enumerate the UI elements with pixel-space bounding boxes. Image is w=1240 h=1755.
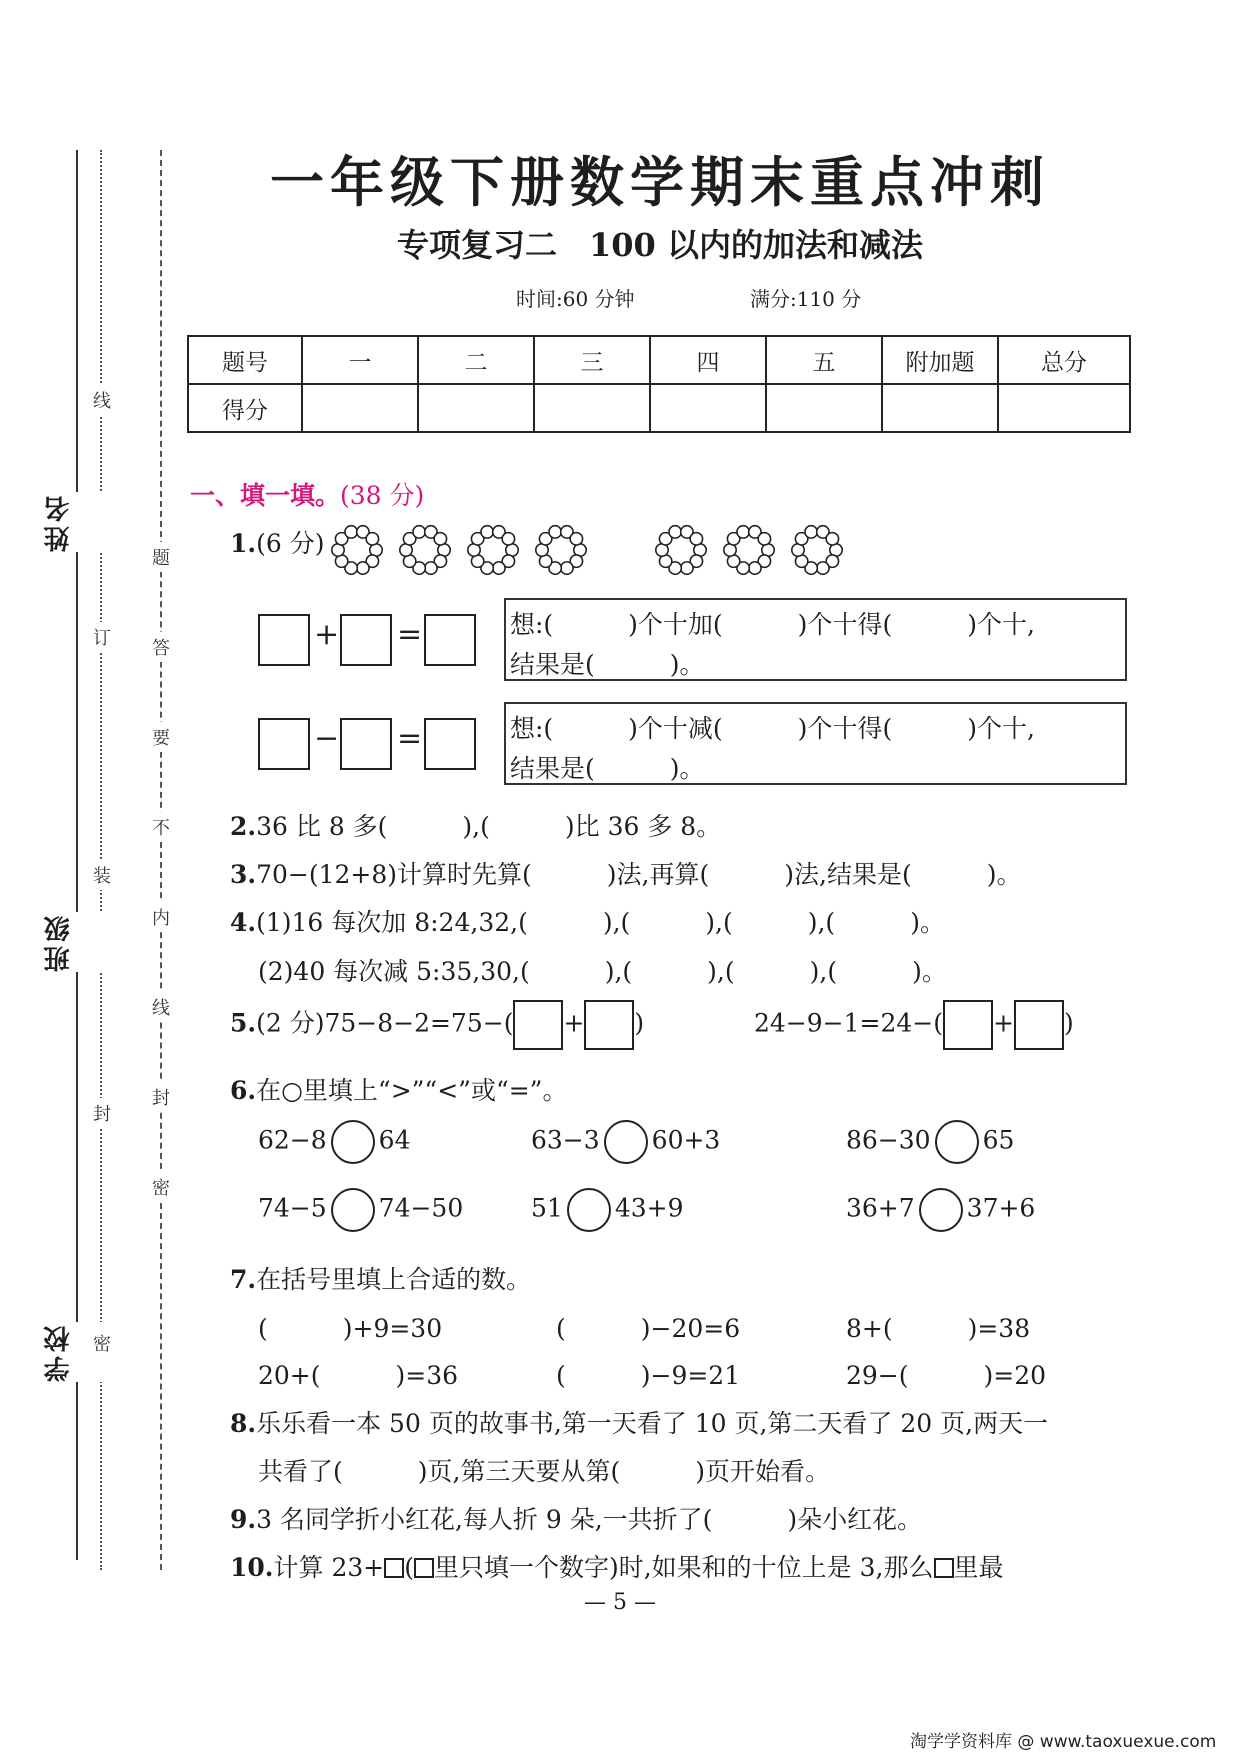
- bead: [425, 562, 437, 574]
- class-label: 班级: [40, 912, 110, 972]
- q5-line: [230, 1000, 644, 1050]
- score-table: [187, 335, 1131, 433]
- section-points: (38 分): [340, 481, 425, 510]
- bead: [549, 526, 561, 538]
- q1-sub-box-3[interactable]: [424, 718, 476, 770]
- bead-ring: [656, 526, 706, 575]
- q6-item: [258, 1120, 410, 1164]
- q6-prompt-line: [230, 1071, 567, 1107]
- q4-number: 4.: [230, 908, 257, 937]
- q4-text-2: (2)40 每次减 5:35,30,( ),( ),( ),( )。: [258, 957, 947, 986]
- name-label: 姓名: [40, 492, 110, 552]
- q7-item: ( )+9=30: [258, 1314, 443, 1343]
- q8-text-1: 乐乐看一本 50 页的故事书,第一天看了 10 页,第二天看了 20 页,两天一: [256, 1409, 1049, 1438]
- score-cell[interactable]: [998, 384, 1130, 432]
- q5-line-b: [754, 1000, 1074, 1050]
- q10-text-d: 里最: [953, 1553, 1004, 1582]
- q5-part1: (2 分)75−8−2=75−(: [256, 1008, 514, 1038]
- q1-sub-think-box: [504, 702, 1127, 785]
- score-header-cell: 总分: [998, 336, 1130, 384]
- q4-text-1: (1)16 每次加 8:24,32,( ),( ),( ),( )。: [256, 908, 945, 937]
- bead: [749, 562, 761, 574]
- q3-number: 3.: [230, 860, 257, 889]
- bead-ring: [400, 526, 450, 575]
- page-number: — 5 —: [584, 1590, 656, 1615]
- q7-prompt: 在括号里填上合适的数。: [256, 1265, 532, 1294]
- q2-text: 36 比 8 多( ),( )比 36 多 8。: [256, 812, 722, 841]
- margin-char-outer-2: 订: [93, 622, 111, 652]
- q6-item: [846, 1120, 1014, 1164]
- q6-item: [258, 1188, 463, 1232]
- score-cell[interactable]: [302, 384, 418, 432]
- margin-char-outer-3: 装: [93, 860, 111, 890]
- q7-item: ( )−9=21: [556, 1361, 741, 1390]
- q1-add-result-line: 结果是( )。: [510, 650, 705, 679]
- score-row-label: 得分: [188, 384, 302, 432]
- margin-char-inner-6: 线: [152, 992, 170, 1022]
- q5-close-2: ): [1063, 1008, 1074, 1038]
- q5-box-2[interactable]: [584, 1000, 634, 1050]
- bead: [805, 526, 817, 538]
- bead: [561, 562, 573, 574]
- margin-char-inner-5: 内: [152, 902, 170, 932]
- q1-sub-result-line: 结果是( )。: [510, 754, 705, 783]
- q1-add-think-line: 想:( )个十加( )个十得( )个十,: [510, 610, 1035, 639]
- q1-add-think-box: [504, 598, 1127, 681]
- q8-line-1: [230, 1404, 1048, 1440]
- q10-text-a: 计算 23+: [273, 1553, 385, 1582]
- bead: [493, 562, 505, 574]
- score-header-cell: 二: [418, 336, 534, 384]
- q5-plus-2: +: [992, 1008, 1014, 1038]
- q1-add-equals-sign: =: [397, 617, 423, 652]
- q5-part2: 24−9−1=24−(: [754, 1008, 943, 1038]
- q3-line: [230, 855, 1021, 891]
- margin-char-inner-2: 答: [152, 632, 170, 662]
- bead: [817, 562, 829, 574]
- bead-ring: [536, 526, 586, 575]
- score-cell[interactable]: [882, 384, 998, 432]
- q1-add-box-2[interactable]: [340, 614, 392, 666]
- q7-item: ( )−20=6: [556, 1314, 741, 1343]
- q6-item-right: 64: [378, 1125, 411, 1155]
- score-header-cell: 题号: [188, 336, 302, 384]
- binding-line-dashed-inner: [160, 150, 162, 1570]
- section-title-text: 一、填一填。: [190, 481, 341, 510]
- margin-char-outer-1: 线: [93, 385, 111, 415]
- bead-ring: [468, 526, 518, 575]
- compare-circle[interactable]: [919, 1188, 963, 1232]
- bead: [669, 526, 681, 538]
- q6-item-right: 65: [982, 1125, 1015, 1155]
- q6-item: [531, 1120, 720, 1164]
- q9-number: 9.: [230, 1505, 257, 1534]
- q10-number: 10.: [230, 1553, 274, 1582]
- q8-text-2: 共看了( )页,第三天要从第( )页开始看。: [258, 1457, 830, 1486]
- q10-text-b: (: [404, 1553, 414, 1582]
- school-label: 学校: [40, 1322, 110, 1382]
- q7-item: 29−( )=20: [846, 1361, 1047, 1390]
- bead: [434, 533, 446, 545]
- q1-sub-equals-sign: =: [397, 721, 423, 756]
- margin-char-inner-7: 封: [152, 1082, 170, 1112]
- q1-plus-sign: +: [314, 617, 340, 652]
- bead: [737, 526, 749, 538]
- score-cell[interactable]: [766, 384, 882, 432]
- bead: [690, 533, 702, 545]
- q1-points: (6 分): [256, 529, 325, 558]
- q5-number: 5.: [230, 1008, 257, 1038]
- q10-text-c: 里只填一个数字)时,如果和的十位上是 3,那么: [433, 1553, 934, 1582]
- q7-item: 20+( )=36: [258, 1361, 459, 1390]
- q9-line: [230, 1500, 922, 1536]
- q5-box-3[interactable]: [943, 1000, 993, 1050]
- score-header-cell: 一: [302, 336, 418, 384]
- q10-box-1[interactable]: [384, 1558, 404, 1578]
- q1-sub-box-2[interactable]: [340, 718, 392, 770]
- score-header-cell: 五: [766, 336, 882, 384]
- compare-circle[interactable]: [331, 1120, 375, 1164]
- compare-circle[interactable]: [331, 1188, 375, 1232]
- q5-box-4[interactable]: [1014, 1000, 1064, 1050]
- bead: [481, 526, 493, 538]
- bead-ring: [724, 526, 774, 575]
- bead: [570, 533, 582, 545]
- bead: [758, 533, 770, 545]
- q6-item-left: 36+7: [846, 1193, 915, 1223]
- q6-item-left: 74−5: [258, 1193, 327, 1223]
- q8-number: 8.: [230, 1409, 257, 1438]
- q10-box-2: [414, 1558, 434, 1578]
- score-table-score-row: [188, 384, 1130, 432]
- q10-box-3: [934, 1558, 954, 1578]
- q4-line-2: [258, 952, 947, 988]
- bead-ring: [792, 526, 842, 575]
- bead: [357, 562, 369, 574]
- page-title: 一年级下册数学期末重点冲刺: [270, 151, 1050, 214]
- margin-char-outer-5: 密: [93, 1328, 111, 1358]
- score-header-cell: 四: [650, 336, 766, 384]
- bead: [502, 533, 514, 545]
- q1-sub-box-1[interactable]: [258, 718, 310, 770]
- bead-ring: [332, 526, 382, 575]
- score-cell[interactable]: [534, 384, 650, 432]
- score-header-cell: 附加题: [882, 336, 998, 384]
- score-cell[interactable]: [650, 384, 766, 432]
- score-table-header-row: [188, 336, 1130, 384]
- q6-item-left: 63−3: [531, 1125, 600, 1155]
- margin-char-inner-4: 不: [152, 812, 170, 842]
- q6-item-left: 51: [531, 1193, 563, 1223]
- q6-item-right: 74−50: [378, 1193, 464, 1223]
- bead: [826, 533, 838, 545]
- q6-item-left: 62−8: [258, 1125, 327, 1155]
- q4-line-1: [230, 903, 945, 939]
- q1-header: [230, 524, 324, 560]
- q3-text: 70−(12+8)计算时先算( )法,再算( )法,结果是( )。: [256, 860, 1022, 889]
- compare-circle[interactable]: [935, 1120, 979, 1164]
- q1-add-box-3[interactable]: [424, 614, 476, 666]
- q6-item-right: 60+3: [651, 1125, 721, 1155]
- exam-time: 时间:60 分钟: [516, 287, 635, 311]
- q10-line: [230, 1548, 1004, 1584]
- q2-number: 2.: [230, 812, 257, 841]
- q6-item-right: 43+9: [614, 1193, 684, 1223]
- score-header-cell: 三: [534, 336, 650, 384]
- q6-item-left: 86−30: [846, 1125, 931, 1155]
- score-cell[interactable]: [418, 384, 534, 432]
- exam-full-score: 满分:110 分: [750, 287, 862, 311]
- compare-circle[interactable]: [604, 1120, 648, 1164]
- q1-sub-think-line: 想:( )个十减( )个十得( )个十,: [510, 714, 1035, 743]
- watermark: 淘学学资料库 @ www.taoxuexue.com: [910, 1732, 1217, 1752]
- q6-number: 6.: [230, 1076, 257, 1105]
- bead-rings-illustration: [330, 520, 850, 580]
- margin-char-outer-4: 封: [93, 1098, 111, 1128]
- bead: [366, 533, 378, 545]
- q8-line-2: [258, 1452, 830, 1488]
- section-title: [190, 476, 424, 512]
- q1-add-box-1[interactable]: [258, 614, 310, 666]
- q2-line: [230, 807, 721, 843]
- page-subtitle: 专项复习二 100 以内的加法和减法: [397, 226, 923, 264]
- q5-close-1: ): [634, 1008, 645, 1038]
- q5-box-1[interactable]: [513, 1000, 563, 1050]
- margin-char-inner-8: 密: [152, 1172, 170, 1202]
- q1-minus-sign: −: [314, 721, 340, 756]
- bead: [681, 562, 693, 574]
- q7-number: 7.: [230, 1265, 257, 1294]
- q6-prompt: 在○里填上“>”“<”或“=”。: [256, 1076, 568, 1105]
- compare-circle[interactable]: [567, 1188, 611, 1232]
- q9-text: 3 名同学折小红花,每人折 9 朵,一共折了( )朵小红花。: [256, 1505, 923, 1534]
- q5-plus-1: +: [563, 1008, 585, 1038]
- bead: [413, 526, 425, 538]
- q7-prompt-line: [230, 1260, 531, 1296]
- margin-char-inner-3: 要: [152, 722, 170, 752]
- q1-number: 1.: [230, 529, 257, 558]
- bead: [345, 526, 357, 538]
- q7-item: 8+( )=38: [846, 1314, 1031, 1343]
- margin-char-inner-1: 题: [152, 542, 170, 572]
- q6-item-right: 37+6: [966, 1193, 1036, 1223]
- q6-item: [531, 1188, 683, 1232]
- q6-item: [846, 1188, 1035, 1232]
